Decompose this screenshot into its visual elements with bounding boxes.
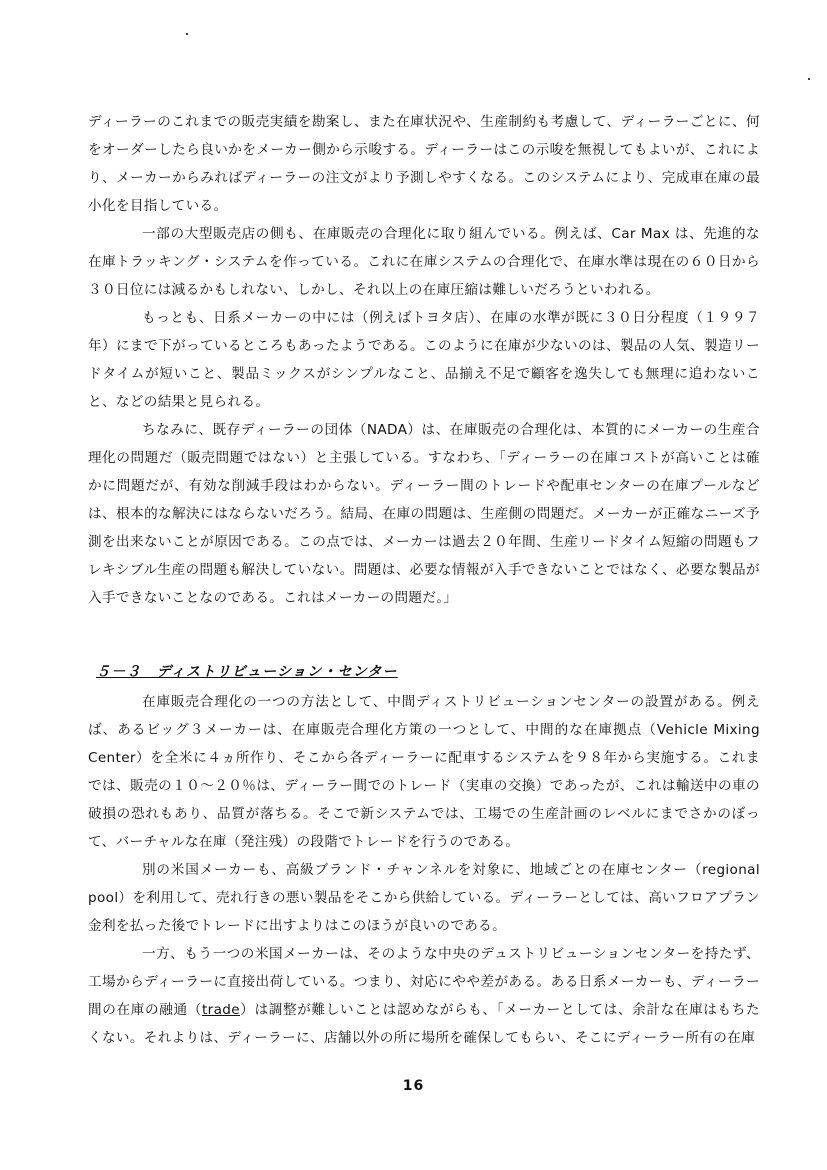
section-heading: ５－３ ディストリビューション・センター bbox=[96, 664, 398, 680]
paragraph-text: ）は調整が難しいことは認めながらも、「メーカーとしては、余計な在庫はもちたくない。それよりは、ディーラーに、店舗以外の所に場所を確保してもらい、そこにディーラー所有の在庫 bbox=[88, 1002, 760, 1046]
paragraph: ちなみに、既存ディーラーの団体（NADA）は、在庫販売の合理化は、本質的にメーカーの生産合理化の問題だ（販売問題ではない）と主張している。すなわち、「ディーラーの在庫コストが高いことは確かに問題だが、有効な削減手段はわからない。ディーラー間のトレードや配車センターの在庫プールなどは、根本的な解決にはならないだろう。結局、在庫の問題は、生産側の問題だ。メーカーが正確なニーズ予測を出来ないことが原因である。この点では、メーカーは過去２０年間、生産リードタイム短縮の問題もフレキシブル生産の問題も解決していない。問題は、必要な情報が入手できないことではなく、必要な製品が入手できないことなのである。これはメーカーの問題だ。」 bbox=[88, 422, 760, 606]
scan-speck bbox=[186, 33, 188, 35]
paragraph: ディーラーのこれまでの販売実績を勘案し、また在庫状況や、生産制約も考慮して、ディーラーごとに、何をオーダーしたら良いかをメーカー側から示唆する。ディーラーはこの示唆を無視してもよいが、これにより、メーカーからみればディーラーの注文がより予測しやすくなる。このシステムにより、完成車在庫の最小化を目指している。 bbox=[88, 114, 760, 214]
paragraph bbox=[88, 940, 760, 1052]
section-body-2 bbox=[88, 688, 760, 1052]
paragraph: 別の米国メーカーも、高級ブランド・チャンネルを対象に、地域ごとの在庫センター（regional pool）を利用して、売れ行きの悪い製品をそこから供給している。ディーラーとしては、高いフロアプラン金利を払った後でトレードに出すよりはこのほうが良いのである。 bbox=[88, 862, 760, 934]
paragraph: 一部の大型販売店の側も、在庫販売の合理化に取り組んでいる。例えば、Car Max は、先進的な在庫トラッキング・システムを作っている。これに在庫システムの合理化で、在庫水準は現在の６０日から３０日位には減るかもしれない、しかし、それ以上の在庫圧縮は難しいだろうといわれる。 bbox=[88, 226, 760, 298]
paragraph: 在庫販売合理化の一つの方法として、中間ディストリビューションセンターの設置がある。例えば、あるビッグ３メーカーは、在庫販売合理化方策の一つとして、中間的な在庫拠点（Vehicle Mixing Center）を全米に４ヵ所作り、そこから各ディーラーに配車するシステムを９８年から実施する。これまでは、販売の１０～２０％は、ディーラー間でのトレード（実車の交換）であったが、これは輸送中の車の破損の恐れもあり、品質が落ちる。そこで新システムでは、工場での生産計画のレベルにまでさかのぼって、バーチャルな在庫（発注残）の段階でトレードを行うのである。 bbox=[88, 694, 760, 850]
page-number: 16 bbox=[402, 1078, 425, 1094]
section-body-1 bbox=[88, 108, 760, 612]
scan-speck bbox=[808, 78, 810, 80]
paragraph: もっとも、日系メーカーの中には（例えばトヨタ店）、在庫の水準が既に３０日分程度（１９９７年）にまで下がっているところもあったようである。このように在庫が少ないのは、製品の人気、製造リードタイムが短いこと、製品ミックスがシンプルなこと、品揃え不足で顧客を逸失しても無理に追わないこと、などの結果と見られる。 bbox=[88, 310, 760, 410]
underlined-term: trade bbox=[201, 1002, 240, 1018]
paragraph-text: 一方、もう一つの米国メーカーは、そのような中央のデュストリビューションセンターを持たず、工場からディーラーに直接出荷している。つまり、対応にやや差がある。ある日系メーカーも、ディーラー間の在庫の融通（ bbox=[88, 946, 760, 1018]
